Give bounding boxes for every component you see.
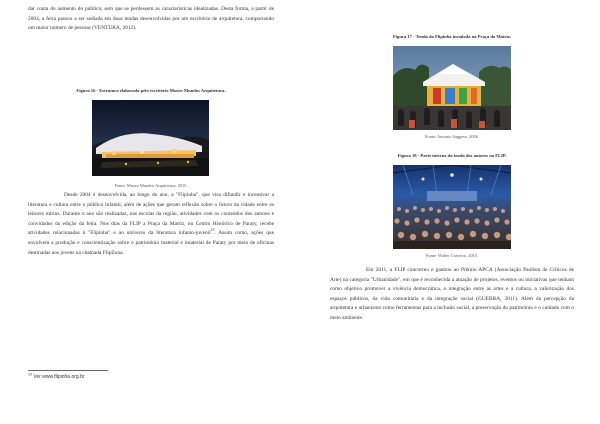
paragraph-apca-text: Em 2011, a FLIP concorreu e ganhou ao Prêmio APCA (Associação Paulista de Críticos de Arte) na categoria "Urbanidade", em que é reconhecida a atuação de projetos, eventos ou iniciativas que tenham como objetivo promover a vivência democrática, a integração entre as artes e a cultura, a valorização dos espaços públicos, da vida comunitária e da integração social (GUERRA, 2011). Além da percepção da arquitetura e urbanismo como ferramentas para a inclusão social, a preservação do patrimônio e o cuidado com o meio ambiente.	[330, 267, 574, 321]
paragraph-flipinha	[28, 191, 274, 258]
paragraph-flipinha-text-end: . Assim como, ações que envolvem a produção e conscientização sobre o patrimônio material e imaterial de Paraty por meio de oficinas destinadas aos jovens na chamada FlipZona.	[28, 230, 274, 256]
figure-16-photo	[92, 100, 209, 176]
figure-17-caption: Figura 17 - Tenda da Flipinha instalada na Praça da Matriz.	[392, 34, 512, 39]
right-page	[300, 0, 600, 424]
footnote-rule	[28, 370, 108, 371]
figure-18-source: Fonte: Walter Craveiro, 2015.	[425, 253, 479, 258]
paragraph-apca	[330, 266, 574, 324]
figure-16-source: Fonte: Museo Mundos Arquitetura, 2015.	[114, 183, 188, 188]
figure-17-source: Fonte: Antonio Saggese, 2006.	[424, 134, 480, 139]
footnote	[28, 374, 85, 380]
footnote-reference: 10	[210, 228, 215, 233]
figure-16-caption: Figura 16 - Estrutura elaborada pelo escritório Museo Mundos Arquitetura.	[76, 88, 226, 93]
figure-18-caption: Figura 18 - Parte interna da tenda dos autores na FLIP.	[397, 153, 507, 158]
paragraph-top: dar conta do aumento do público, sem que se perdessem as características idealizadas. Desta forma, a partir de 2004, a feira passou a ser sediada em duas tendas desenvolvidas por um escritório de arquitetura, comportando um maior número de pessoas (VENTURA, 2012).	[28, 6, 274, 32]
footnote-text: Ver www.flipinha.org.br	[33, 374, 85, 380]
figure-18-photo	[393, 165, 511, 249]
figure-17-photo	[393, 46, 511, 130]
footnote-marker: 10	[28, 372, 32, 377]
paragraph-flipinha-text: Desde 2004 é desenvolvida, ao longo do ano, a "Flipinha", que visa difundir e incentivar a literatura e cultura entre o público infantil, além de ações que geram reflexão sobre o futuro da cidade entre os leitores mirins. Durante o ano são realizadas, nas escolas da região, atividades com os conteúdos dos autores e convidados da edição da feira. Nos dias da FLIP a Praça da Matriz, no Centro Histórico de Paraty, recebe atividades relacionadas à "Flipinha" e ao universo da literatura infanto-juvenil	[28, 192, 274, 237]
